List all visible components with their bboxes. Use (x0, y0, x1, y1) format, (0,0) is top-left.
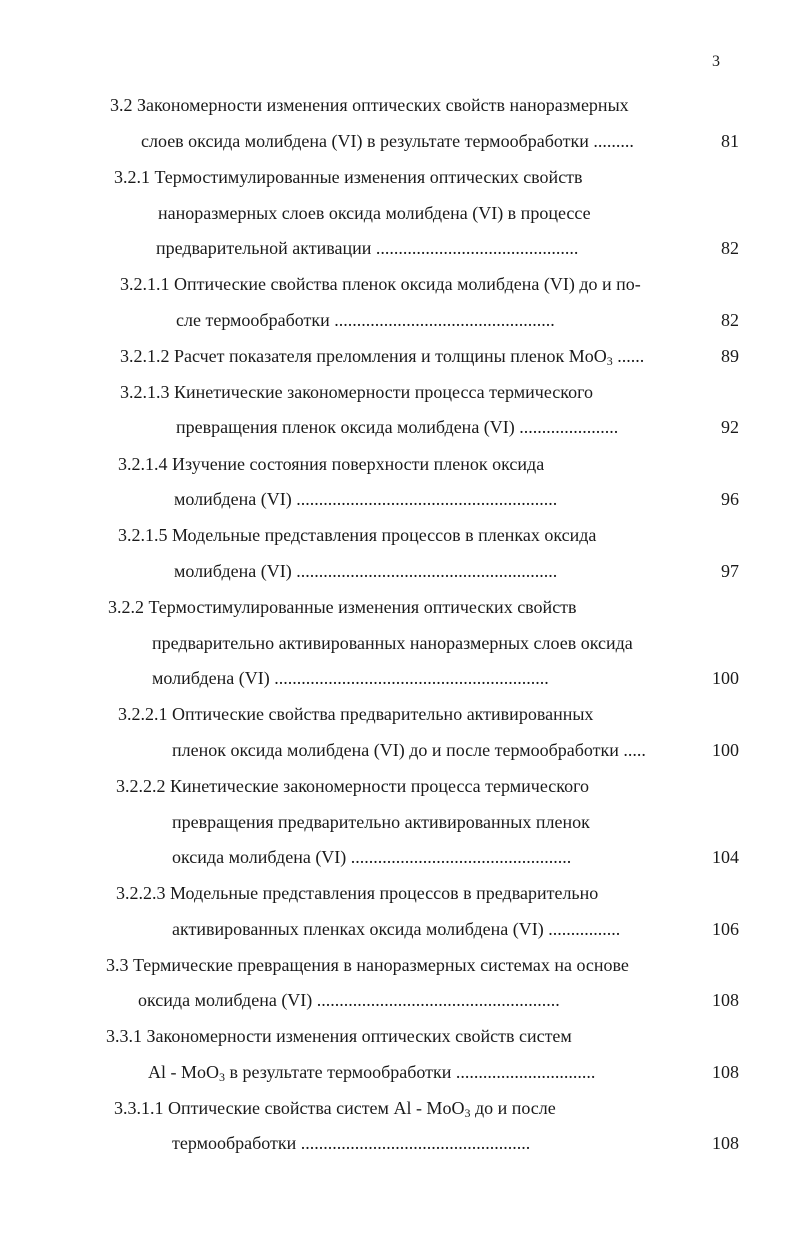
toc-line: 3.2.1.3 Кинетические закономерности процесса термического (120, 382, 594, 402)
toc-line: 3.2.2.1 Оптические свойства предварительно активированных (118, 704, 594, 724)
toc-line: наноразмерных слоев оксида молибдена (VI) в процессе (158, 203, 591, 223)
toc-page: 108 (712, 1062, 739, 1082)
page-number: 3 (712, 53, 720, 70)
toc-line: молибдена (VI) .......................................................... (174, 489, 558, 509)
toc-page: 108 (712, 990, 739, 1010)
toc-page: 89 (721, 346, 739, 366)
toc-line: 3.3.1 Закономерности изменения оптических свойств систем (106, 1026, 572, 1046)
toc-page: 82 (721, 310, 739, 330)
toc-line: 3.2.2.2 Кинетические закономерности процесса термического (116, 776, 590, 796)
toc-page: 96 (721, 489, 739, 509)
toc-line: оксида молибдена (VI) ...................................................... (138, 990, 560, 1010)
toc-line: 3.2.1.2 Расчет показателя преломления и толщины пленок MoO$_3$ ...... (120, 346, 645, 368)
toc-line: 3.3 Термические превращения в наноразмерных системах на основе (106, 955, 629, 975)
toc-line: 3.2.2.3 Модельные представления процессов в предварительно (116, 883, 599, 903)
toc-line: превращения пленок оксида молибдена (VI) ...................... (176, 417, 619, 437)
toc-page: 81 (721, 131, 739, 151)
toc-line: 3.2.1.4 Изучение состояния поверхности пленок оксида (118, 454, 545, 474)
toc-line: молибдена (VI) .......................................................... (174, 561, 558, 581)
toc-line: 3.2.1 Термостимулированные изменения оптических свойств (114, 167, 583, 187)
toc-line: 3.2.2 Термостимулированные изменения оптических свойств (108, 597, 577, 617)
toc-line: сле термообработки ................................................. (176, 310, 555, 330)
toc-line: 3.2.1.1 Оптические свойства пленок оксида молибдена (VI) до и по- (120, 274, 641, 294)
toc-line: Al - MoO$_3$ в результате термообработки ............................... (148, 1062, 596, 1084)
toc-page: 97 (721, 561, 739, 581)
toc-line: активированных пленках оксида молибдена (VI) ................ (172, 919, 621, 939)
toc-page: 82 (721, 238, 739, 258)
toc-page: 100 (712, 668, 739, 688)
toc-line: 3.3.1.1 Оптические свойства систем Al - MoO$_3$ до и после (114, 1098, 556, 1120)
toc-line: 3.2 Закономерности изменения оптических свойств наноразмерных (110, 95, 629, 115)
toc-page: 108 (712, 1133, 739, 1153)
toc-line: молибдена (VI) ............................................................. (152, 668, 549, 688)
toc-line: оксида молибдена (VI) ................................................. (172, 847, 572, 867)
toc-line: 3.2.1.5 Модельные представления процессов в пленках оксида (118, 525, 597, 545)
toc-line: предварительно активированных наноразмерных слоев оксида (152, 633, 633, 653)
toc-line: пленок оксида молибдена (VI) до и после термообработки ..... (172, 740, 646, 760)
toc-line: термообработки ................................................... (172, 1133, 531, 1153)
toc-page: 104 (712, 847, 739, 867)
toc-line: слоев оксида молибдена (VI) в результате термообработки ......... (141, 131, 634, 151)
toc-page: 100 (712, 740, 739, 760)
toc-line: предварительной активации ............................................. (156, 238, 579, 258)
toc-page: 106 (712, 919, 739, 939)
toc-page: 92 (721, 417, 739, 437)
toc-line: превращения предварительно активированных пленок (172, 812, 590, 832)
